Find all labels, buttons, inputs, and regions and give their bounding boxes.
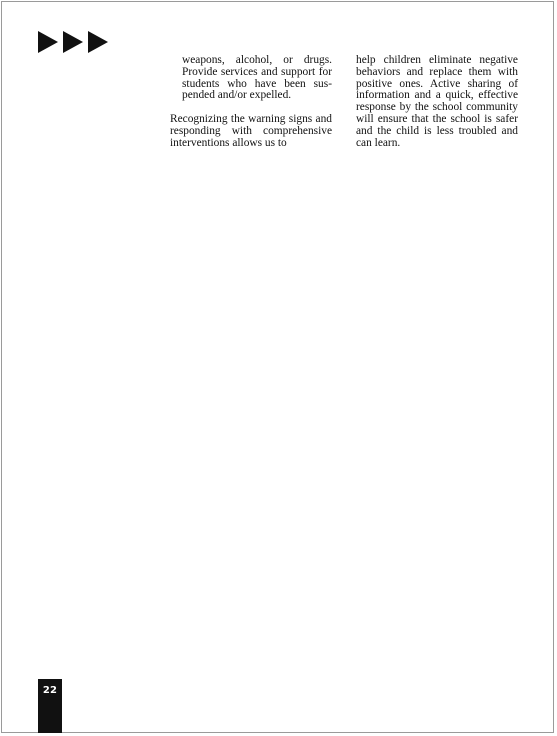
- arrow-right-icon: [88, 31, 108, 53]
- section-arrows: [38, 31, 108, 53]
- body-paragraph: Recognizing the warning signs and responding with comprehensive interventions allows us to: [170, 113, 332, 149]
- right-text-column: [356, 55, 518, 149]
- list-item-continuation: weapons, alcohol, or drugs. Provide services and support for students who have been suspended and/or expelled.: [182, 54, 332, 102]
- left-text-column: [170, 55, 332, 150]
- body-paragraph-continued: help children eliminate negative behaviors and replace them with positive ones. Active sharing of information and a quick, effective response by the school community will ensure that the school is safer and the child is less troubled and can learn.: [356, 54, 518, 149]
- page-number: 22: [42, 685, 58, 696]
- arrow-right-icon: [63, 31, 83, 53]
- page-number-tab: [38, 679, 62, 733]
- arrow-right-icon: [38, 31, 58, 53]
